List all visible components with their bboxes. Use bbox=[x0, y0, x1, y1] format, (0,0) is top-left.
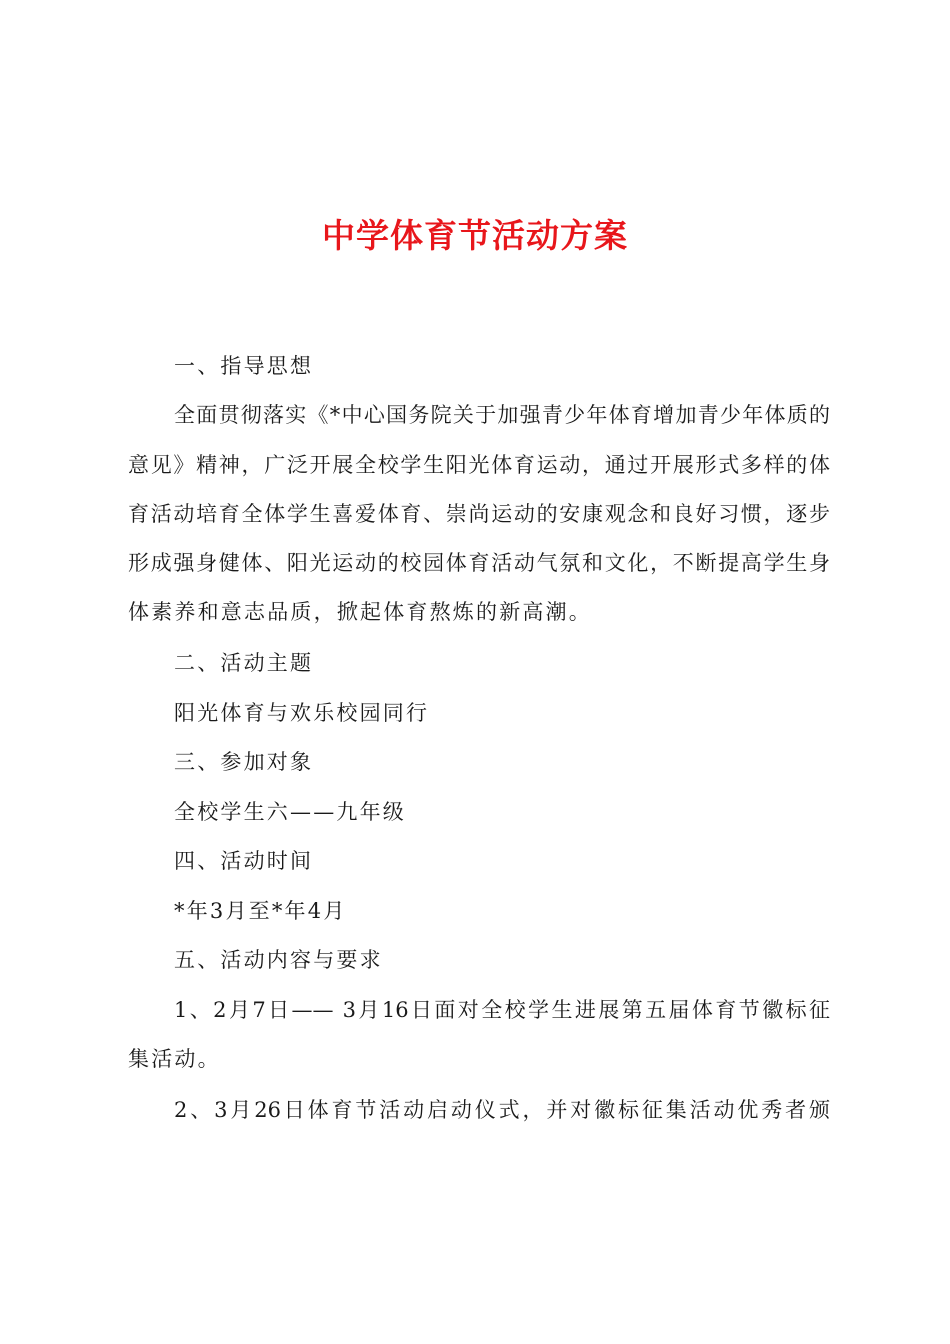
section-heading-guiding-thought: 一、指导思想 bbox=[174, 354, 314, 378]
list-item-line: 1、2月7日—— 3月16日面对全校学生进展第五届体育节徽标征 bbox=[174, 998, 830, 1022]
section-heading-participants: 三、参加对象 bbox=[174, 750, 314, 774]
paragraph-line: 体素养和意志品质，掀起体育熬炼的新高潮。 bbox=[128, 600, 592, 624]
section-heading-content: 五、活动内容与要求 bbox=[174, 948, 383, 972]
paragraph-line: 意见》精神，广泛开展全校学生阳光体育运动，通过开展形式多样的体 bbox=[128, 453, 830, 477]
participants-text: 全校学生六——九年级 bbox=[174, 800, 406, 824]
section-heading-theme: 二、活动主题 bbox=[174, 651, 314, 675]
paragraph-line: 育活动培育全体学生喜爱体育、崇尚运动的安康观念和良好习惯，逐步 bbox=[128, 502, 830, 526]
paragraph-line: 形成强身健体、阳光运动的校园体育活动气氛和文化，不断提高学生身 bbox=[128, 551, 830, 575]
time-text: *年3月至*年4月 bbox=[174, 899, 347, 923]
list-item-line: 集活动。 bbox=[128, 1047, 221, 1071]
section-heading-time: 四、活动时间 bbox=[174, 849, 314, 873]
document-title: 中学体育节活动方案 bbox=[322, 216, 628, 255]
paragraph-line: 全面贯彻落实《*中心国务院关于加强青少年体育增加青少年体质的 bbox=[174, 403, 830, 427]
list-item-line: 2、3月26日体育节活动启动仪式，并对徽标征集活动优秀者颁 bbox=[174, 1098, 830, 1122]
theme-text: 阳光体育与欢乐校园同行 bbox=[174, 701, 430, 725]
